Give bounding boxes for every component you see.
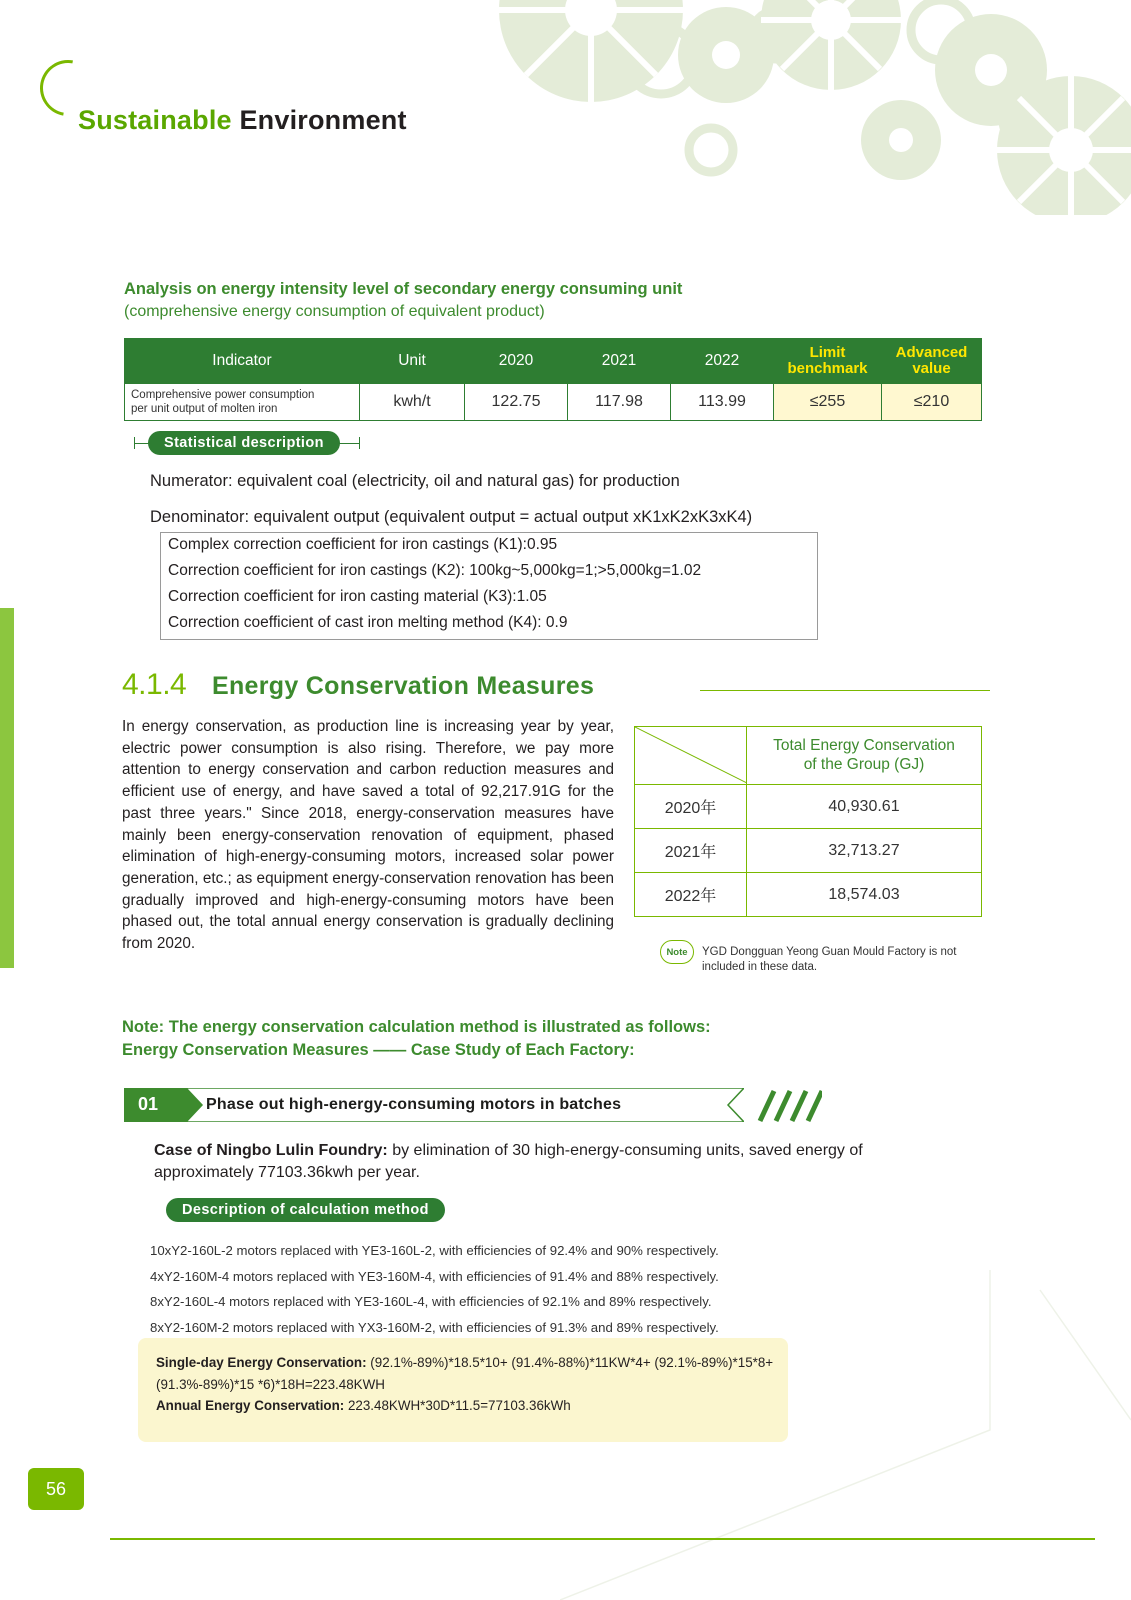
case-description <box>154 1140 944 1183</box>
page-title-dark: Environment <box>239 105 407 135</box>
pill-bracket-left-tick <box>134 437 135 449</box>
description-of-calculation-method-pill: Description of calculation method <box>166 1198 445 1222</box>
decorative-gear-band <box>471 0 1131 215</box>
th-advanced-value <box>882 339 982 384</box>
table-row <box>635 829 982 873</box>
td-unit: kwh/t <box>360 383 465 421</box>
th-limit-benchmark <box>774 339 882 384</box>
diagonal-line-icon <box>635 727 747 783</box>
td-year-2020: 2020年 <box>635 785 747 829</box>
td-value-2020: 40,930.61 <box>747 785 982 829</box>
table-row <box>125 383 982 421</box>
page-title-green: Sustainable <box>78 105 232 135</box>
section-energy-intensity-subtitle: (comprehensive energy consumption of equivalent product) <box>124 303 545 320</box>
th-total-energy <box>747 727 982 785</box>
case-01-banner <box>124 1088 744 1122</box>
page-number-badge: 56 <box>28 1468 84 1510</box>
numerator-text: Numerator: equivalent coal (electricity, oil and natural gas) for production <box>150 472 680 490</box>
slash-decoration-icon <box>752 1089 822 1123</box>
table-header-row <box>635 727 982 785</box>
section-energy-intensity-title: Analysis on energy intensity level of secondary energy consuming unit <box>124 280 683 298</box>
td-limit: ≤255 <box>774 383 882 421</box>
table-header-row <box>125 339 982 384</box>
note-green-line1: Note: The energy conservation calculation method is illustrated as follows: <box>122 1018 711 1036</box>
th-advanced-line2: value <box>912 359 951 377</box>
case-description-bold: Case of Ningbo Lulin Foundry: <box>154 1142 388 1159</box>
footer-rule <box>110 1538 1095 1540</box>
th-unit: Unit <box>360 339 465 384</box>
annual-label: Annual Energy Conservation: <box>156 1398 345 1414</box>
td-indicator-line2: per unit output of molten iron <box>131 402 278 415</box>
calc-line-4: 8xY2-160M-2 motors replaced with YX3-160M-2, with efficiencies of 91.3% and 89% respectively. <box>150 1320 719 1336</box>
total-energy-conservation-table <box>634 726 982 917</box>
gear-graphics <box>471 0 1131 215</box>
section-414-body: In energy conservation, as production line is increasing year by year, electric power consumption is also rising. Therefore, we pay more attention to energy conservation and carbon reduction measures and efficient use of energy, and have saved a total of 92,217.91G for the past three years." Since 2018, energy-conservation measures have mainly been energy-conservation renovation of equipment, phased elimination of high-energy-consuming motors, increased solar power generation, etc.; as equipment energy-conservation renovation has been gradually improved and high-energy-consuming motors have been phased out, the total annual energy conservation is gradually declining from 2020. <box>122 718 614 953</box>
td-diagonal-cell <box>635 727 747 785</box>
td-value-2021: 32,713.27 <box>747 829 982 873</box>
denominator-text: Denominator: equivalent output (equivalent output = actual output xK1xK2xK3xK4) <box>150 508 753 526</box>
section-number-414: 4.1.4 <box>122 668 187 701</box>
table-row <box>635 785 982 829</box>
th-total-energy-line2: of the Group (GJ) <box>803 755 925 773</box>
background-diagonal-decoration <box>560 1270 1131 1600</box>
calc-line-2: 4xY2-160M-4 motors replaced with YE3-160M-4, with efficiencies of 91.4% and 88% respectively. <box>150 1268 719 1284</box>
calc-line-3: 8xY2-160L-4 motors replaced with YE3-160L-4, with efficiencies of 92.1% and 89% respectively. <box>150 1294 712 1310</box>
td-2022: 113.99 <box>671 383 774 421</box>
coefficient-k1: Complex correction coefficient for iron castings (K1):0.95 <box>168 536 558 553</box>
td-year-2022: 2022年 <box>635 873 747 917</box>
energy-intensity-table <box>124 338 982 421</box>
single-day-label: Single-day Energy Conservation: <box>156 1355 367 1370</box>
note-green-block <box>122 1016 982 1062</box>
td-indicator-line1: Comprehensive power consumption <box>131 388 315 401</box>
left-accent-bar <box>0 608 14 968</box>
th-2020: 2020 <box>465 339 568 384</box>
th-2022: 2022 <box>671 339 774 384</box>
coefficient-k4: Correction coefficient of cast iron melting method (K4): 0.9 <box>168 614 568 631</box>
th-2021: 2021 <box>568 339 671 384</box>
td-year-2021: 2021年 <box>635 829 747 873</box>
td-indicator <box>125 383 360 421</box>
th-limit-line1: Limit <box>809 344 846 361</box>
th-indicator: Indicator <box>125 339 360 384</box>
coefficient-k2: Correction coefficient for iron castings (K2): 100kg~5,000kg=1;>5,000kg=1.02 <box>168 562 702 579</box>
case-description-rest: by elimination of 30 high-energy-consuming units, saved energy of approximately 77103.36kwh per year. <box>154 1142 863 1181</box>
th-total-energy-line1: Total Energy Conservation <box>773 737 955 754</box>
note-green-line2: Energy Conservation Measures —— Case Study of Each Factory: <box>122 1041 635 1060</box>
calc-line-1: 10xY2-160L-2 motors replaced with YE3-160L-2, with efficiencies of 92.4% and 90% respectively. <box>150 1243 719 1258</box>
pill-bracket-right-tick <box>359 437 360 449</box>
single-day-value: (92.1%-89%)*18.5*10+ (91.4%-88%)*11KW*4+ (92.1%-89%)*15*8+ (91.3%-89%)*15 *6)*18H=223.48KWH <box>156 1355 774 1392</box>
td-2020: 122.75 <box>465 383 568 421</box>
td-value-2022: 18,574.03 <box>747 873 982 917</box>
td-advanced: ≤210 <box>882 383 982 421</box>
th-limit-line2: benchmark <box>787 359 868 377</box>
note-badge-icon: Note <box>660 940 694 964</box>
table-row <box>635 873 982 917</box>
section-title-rule <box>700 690 990 691</box>
coefficient-k3: Correction coefficient for iron casting material (K3):1.05 <box>168 588 547 605</box>
page-title <box>78 105 407 136</box>
case-banner-title: Phase out high-energy-consuming motors in batches <box>206 1096 622 1113</box>
td-2021: 117.98 <box>568 383 671 421</box>
th-advanced-line1: Advanced <box>895 344 968 361</box>
section-title-414: Energy Conservation Measures <box>212 672 595 700</box>
note-text: YGD Dongguan Yeong Guan Mould Factory is not included in these data. <box>702 946 957 973</box>
case-number: 01 <box>138 1094 159 1114</box>
annual-value: 223.48KWH*30D*11.5=77103.36kWh <box>344 1398 571 1414</box>
statistical-description-pill: Statistical description <box>148 431 340 455</box>
